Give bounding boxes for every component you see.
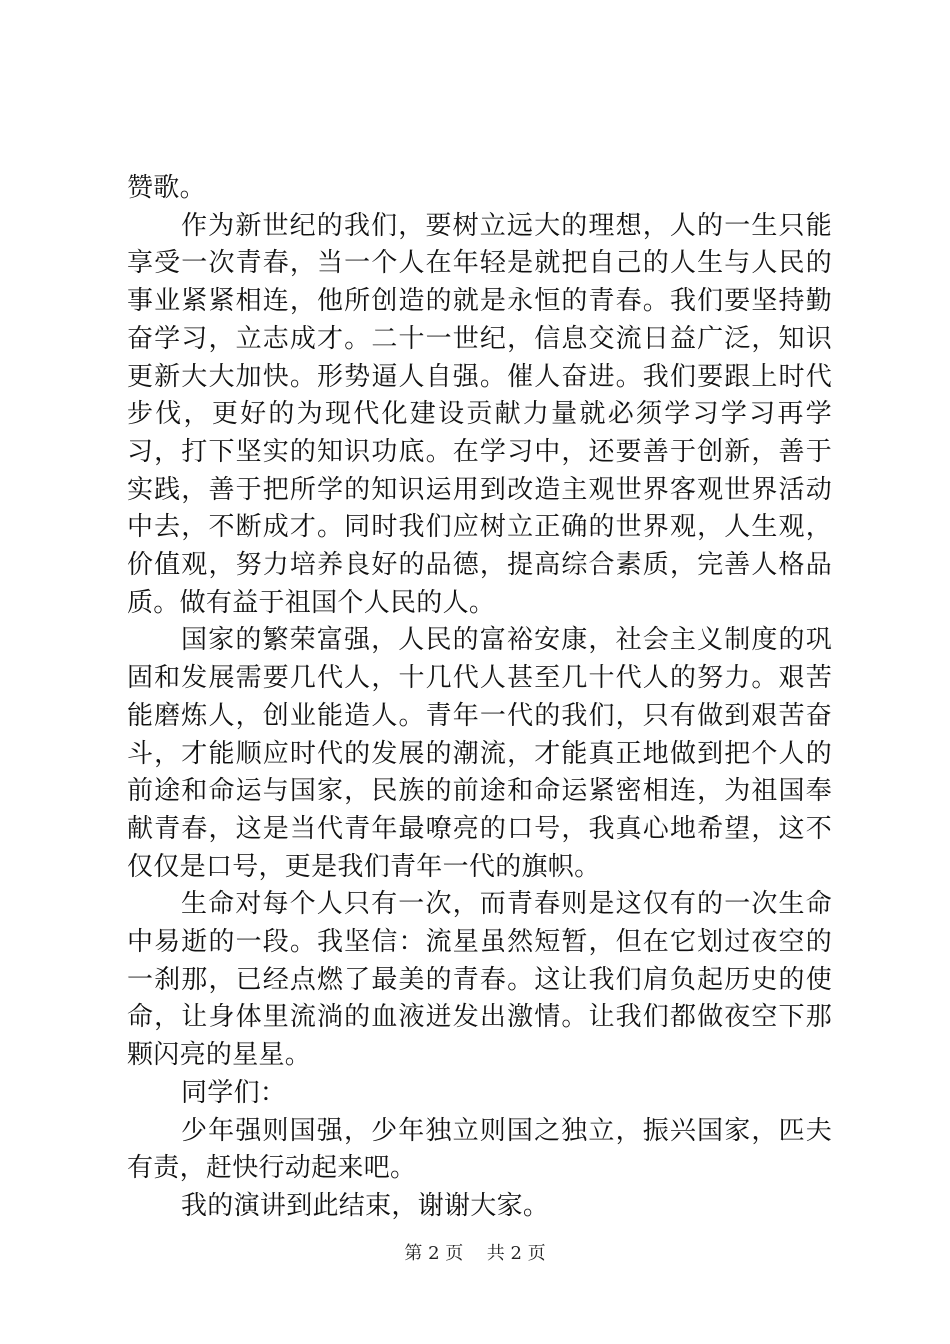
paragraph-closing: 我的演讲到此结束，谢谢大家。: [181, 1190, 550, 1221]
page-footer: [0, 1243, 950, 1265]
page-number: 第 2 页: [404, 1243, 464, 1264]
paragraph-ideals: 作为新世纪的我们，要树立远大的理想，人的一生只能享受一次青春，当一个人在年轻是就把自己的人生与人民的事业紧紧相连，他所创造的就是永恒的青春。我们要坚持勤奋学习，立志成才。二十一世纪，信息交流日益广泛，知识更新大大加快。形势逼人自强。催人奋进。我们要跟上时代步伐，更好的为现代化建设贡献力量就必须学习学习再学习，打下坚实的知识功底。在学习中，还要善于创新，善于实践，善于把所学的知识运用到改造主观世界客观世界活动中去，不断成才。同时我们应树立正确的世界观，人生观，价值观，努力培养良好的品德，提高综合素质，完善人格品质。做有益于祖国个人民的人。: [127, 210, 832, 618]
paragraph-nation: 国家的繁荣富强，人民的富裕安康，社会主义制度的巩固和发展需要几代人，十几代人甚至几十代人的努力。艰苦能磨炼人，创业能造人。青年一代的我们，只有做到艰苦奋斗，才能顺应时代的发展的潮流，才能真正地做到把个人的前途和命运与国家，民族的前途和命运紧密相连，为祖国奉献青春，这是当代青年最嘹亮的口号，我真心地希望，这不仅仅是口号，更是我们青年一代的旗帜。: [127, 625, 832, 882]
paragraph-salutation: 同学们：: [181, 1077, 287, 1108]
paragraph-life: 生命对每个人只有一次，而青春则是这仅有的一次生命中易逝的一段。我坚信：流星虽然短暂，但在它划过夜空的一刹那，已经点燃了最美的青春。这让我们肩负起历史的使命，让身体里流淌的血液迸发出激情。让我们都做夜空下那颗闪亮的星星。: [127, 889, 832, 1071]
document-body: [127, 170, 832, 1226]
paragraph-call-to-action: 少年强则国强，少年独立则国之独立，振兴国家，匹夫有责，赶快行动起来吧。: [127, 1115, 832, 1184]
page-total: 共 2 页: [486, 1243, 546, 1264]
paragraph-continuation: 赞歌。: [127, 173, 206, 203]
